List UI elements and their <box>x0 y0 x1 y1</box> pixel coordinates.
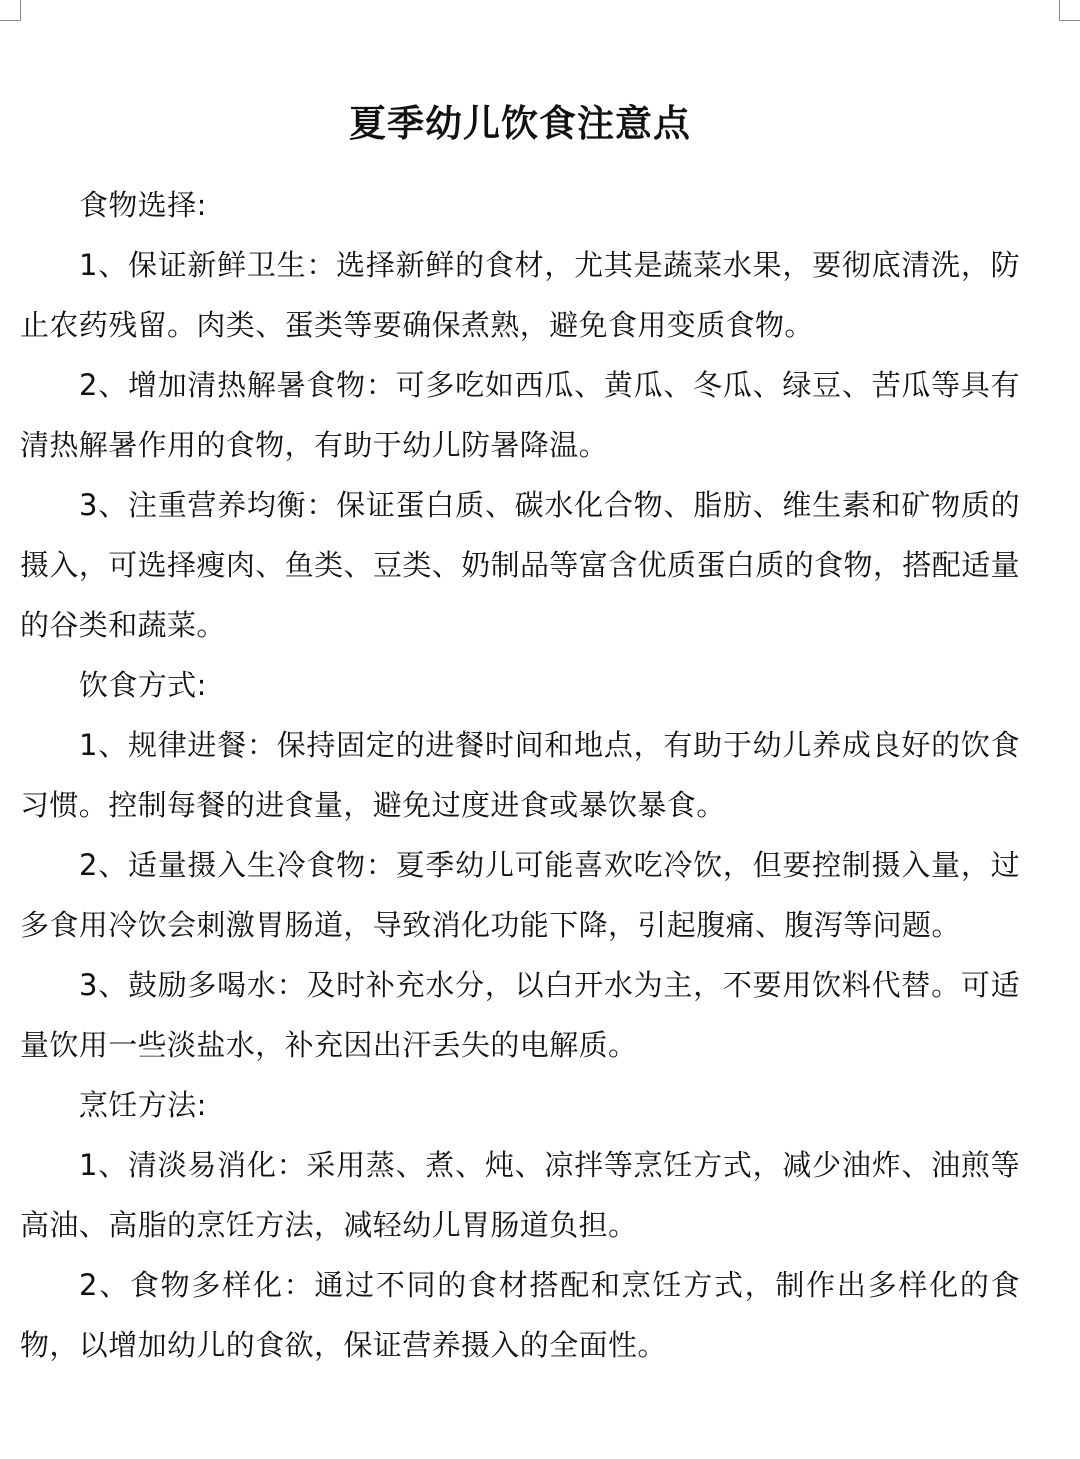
document-title: 夏季幼儿饮食注意点 <box>349 102 691 145</box>
paragraph: 1、保证新鲜卫生：选择新鲜的食材，尤其是蔬菜水果，要彻底清洗，防止农药残留。肉类、蛋类等要确保煮熟，避免食用变质食物。 <box>20 248 1020 342</box>
section-heading-cooking-methods: 烹饪方法: <box>79 1088 207 1122</box>
section-heading-eating-habits: 饮食方式: <box>79 668 207 702</box>
paragraph: 1、清淡易消化：采用蒸、煮、炖、凉拌等烹饪方式，减少油炸、油煎等高油、高脂的烹饪方法，减轻幼儿胃肠道负担。 <box>20 1148 1020 1242</box>
page-corner-mark-right <box>1059 0 1080 21</box>
paragraph: 1、规律进餐：保持固定的进餐时间和地点，有助于幼儿养成良好的饮食习惯。控制每餐的进食量，避免过度进食或暴饮暴食。 <box>20 728 1020 822</box>
page-corner-mark-left <box>0 0 21 21</box>
section-heading-food-choice: 食物选择: <box>79 188 207 222</box>
paragraph: 3、注重营养均衡：保证蛋白质、碳水化合物、脂肪、维生素和矿物质的摄入，可选择瘦肉、鱼类、豆类、奶制品等富含优质蛋白质的食物，搭配适量的谷类和蔬菜。 <box>20 488 1020 642</box>
paragraph: 2、增加清热解暑食物：可多吃如西瓜、黄瓜、冬瓜、绿豆、苦瓜等具有清热解暑作用的食物，有助于幼儿防暑降温。 <box>20 368 1020 462</box>
paragraph: 3、鼓励多喝水：及时补充水分，以白开水为主，不要用饮料代替。可适量饮用一些淡盐水，补充因出汗丢失的电解质。 <box>20 968 1020 1062</box>
paragraph: 2、食物多样化：通过不同的食材搭配和烹饪方式，制作出多样化的食物，以增加幼儿的食欲，保证营养摄入的全面性。 <box>20 1268 1020 1362</box>
document-body <box>20 92 1020 1375</box>
paragraph: 2、适量摄入生冷食物：夏季幼儿可能喜欢吃冷饮，但要控制摄入量，过多食用冷饮会刺激胃肠道，导致消化功能下降，引起腹痛、腹泻等问题。 <box>20 848 1020 942</box>
